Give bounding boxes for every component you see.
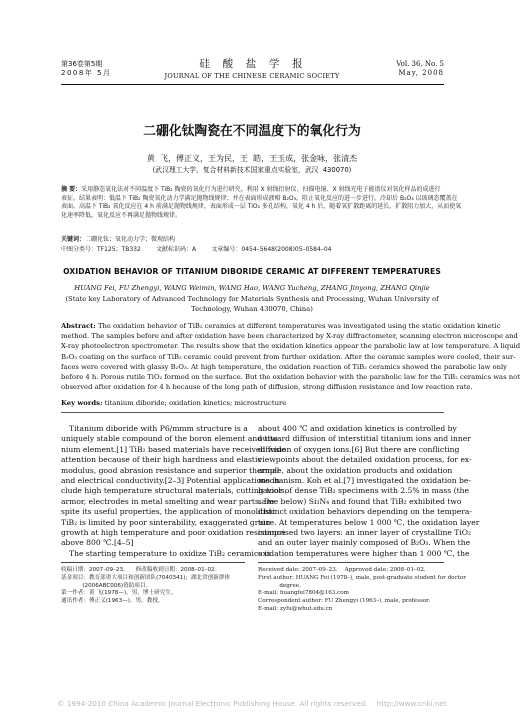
affiliation-en-2: Technology, Wuhan 430070, China) (191, 305, 313, 313)
body-column-left (61, 424, 288, 559)
body-line: armor, electrodes in metal smelting and wear parts. De- (61, 496, 277, 506)
body-line: distinct oxidation behaviors depending on the tempera- (258, 507, 472, 517)
article-title-cn: 二硼化钛陶瓷在不同温度下的氧化行为 (143, 124, 361, 139)
footnote-line: 第一作者：黄 飞(1978—)，男，博士研究生。 (61, 590, 177, 597)
keywords-cn-value: 二硼化钛；氧化动力学；微观结构 (85, 236, 176, 243)
keywords-en-label: Key words: (61, 399, 103, 407)
copyright-notice: © 1994-2010 China Academic Journal Electronic Publishing House. All rights reserved. http://www.cnki.net (57, 699, 447, 708)
body-line: growth at high temperature and poor oxidation resistance (61, 528, 286, 538)
footnote-line: (2006ABC006)资助项目。 (61, 582, 152, 589)
header-rule (61, 84, 444, 85)
body-line: Titanium diboride with P6/mmm structure is a (69, 424, 248, 433)
abstract-cn (61, 186, 462, 220)
classification-cn: 中图分类号：TF125；TB332 文献标识码：A 文章编号：0454–5648(2008)05–0584–04 (61, 246, 332, 253)
affiliation-en-1: (State key Laboratory of Advanced Technology for Materials Synthesis and Processing, Wuhan University of (65, 295, 439, 303)
header-volume-en: Vol. 36, No. 5 (396, 60, 444, 68)
body-line: modulus, good abrasion resistance and superior thermal (61, 465, 280, 475)
body-line: havior of dense TiB₂ specimens with 2.5% in mass (the (258, 486, 470, 496)
abstract-en-label: Abstract: (61, 322, 96, 330)
body-line: comprised two layers: an inner layer of crystalline TiO₂ (258, 528, 472, 538)
body-line: oxidation temperatures were higher than 1 000 ℃, the (258, 548, 470, 558)
abstract-cn-line: 摘 要：采用静态氧化法对不同温度下 TiB₂ 陶瓷的氧化行为进行研究。利用 X 射线衍射仪、扫描电镜、X 射线光电子能谱仪对氧化样品的成进行 (61, 186, 441, 193)
body-line: uniquely stable compound of the boron element and tita- (61, 434, 281, 444)
abstract-en-line: observed after oxidation for 4 h because of the long path of diffusion, strong diffusion resistance and low reaction rate. (61, 383, 473, 392)
article-title-en: OXIDATION BEHAVIOR OF TITANIUM DIBORIDE CERAMIC AT DIFFERENT TEMPERATURES (63, 267, 441, 276)
abstract-cn-line: 化速率降低，氧化反应不再满足抛物线规律。 (61, 211, 182, 219)
body-line: about 400 ℃ and oxidation kinetics is controlled by (258, 424, 457, 433)
body-line: clude high temperature structural materials, cutting tools, (61, 486, 288, 496)
keywords-cn-label: 关键词： (61, 236, 86, 243)
abstract-cn-label: 摘 要： (61, 186, 82, 193)
abstract-en-line: X-ray photoelectron spectrometer. The results show that the oxidation kinetics appear the parabolic law at low temperature. A liquid (61, 342, 520, 351)
footnote-line: Correspondent author: FU Zhengyi (1963–), male, professor. (258, 598, 431, 605)
body-line: viewpoints about the detailed oxidation process, for ex- (258, 455, 472, 465)
footnote-line: Received date: 2007–09–23. Approved date: 2008–01–02. (258, 567, 426, 573)
body-line: attention because of their high hardness and elastic (61, 455, 262, 465)
body-line: and electrical conductivity.[2–3] Potential applications in- (61, 476, 283, 486)
authors-cn: 黄 飞，傅正义，王为民，王 皓，王玉成，张金咏，张清杰 (146, 154, 358, 163)
authors-en: HUANG Fei, FU Zhengyi, WANG Weimin, WANG Hao, WANG Yucheng, ZHANG Jinyong, ZHANG Qinjie (74, 284, 430, 292)
body-line: diffusion of oxygen ions.[6] But there are conflicting (258, 444, 460, 454)
body-line: TiB₂ is limited by poor sinterability, exaggerated grain (61, 517, 271, 527)
journal-title-en: JOURNAL OF THE CHINESE CERAMIC SOCIETY (164, 72, 340, 80)
abstract-en (61, 321, 520, 392)
abstract-en-line: method. The samples before and after oxidation have been characterized by X-ray diffractometer, scanning electron microscope and (61, 332, 518, 341)
footnote-right (258, 567, 466, 614)
footnote-rule-left (61, 562, 245, 563)
keywords-en (61, 399, 444, 407)
abstract-en-line: Abstract: The oxidation behavior of TiB₂ ceramics at different temperatures was investigated using the static oxidation kinetic (61, 322, 501, 330)
footnote-line: 基金项目：教育部重大项目和创新团队(7040341)；湖北省创新群体 (61, 574, 231, 581)
body-line: above 800 ℃.[4–5] (61, 538, 134, 548)
body-line: ample, about the oxidation products and oxidation (258, 465, 453, 475)
body-line: mechanism. Koh et al.[7] investigated the oxidation be- (258, 476, 471, 486)
body-column-right (258, 424, 480, 559)
header-date-en: May, 2008 (398, 69, 444, 77)
footnote-line: 通讯作者：傅正义(1963—)，男，教授。 (61, 598, 164, 605)
footnote-line: degree. (258, 582, 301, 589)
footnote-rule-right (258, 562, 444, 563)
keywords-en-value: titanium diboride; oxidation kinetics; microstructure (104, 399, 287, 407)
body-line: ture. At temperatures below 1 000 ℃, the oxidation layer (258, 517, 480, 527)
abstract-rule (61, 412, 444, 413)
body-line: same below) Si₃N₄ and found that TiB₂ exhibited two (258, 496, 462, 506)
footnote-email-first[interactable]: E-mail: huangfei7804@163.com (258, 590, 349, 597)
header-right (360, 60, 444, 78)
footnote-left (61, 567, 245, 606)
abstract-en-line: before 4 h. Porous rutile TiO₂ formed on the surface. But the oxidation behavior with the parabolic law for the TiB₂ ceramics was not (61, 373, 520, 382)
abstract-cn-line: 表征。结果表明：低温下 TiB₂ 陶瓷氧化动力学满足抛物线规律；并在表面形成液相 B₂O₃，阻止氧化反应的进一步进行。冷却后 B₂O₃ 以玻璃态覆盖在 (61, 194, 458, 202)
journal-title-cn: 硅 酸 盐 学 报 (199, 58, 305, 70)
footnote-line: First author: HUANG Fei (1978–), male, post-graduate student for doctor (258, 574, 466, 581)
header-date-cn: 2008年 5月 (61, 69, 112, 77)
affiliation-cn: (武汉理工大学，复合材料新技术国家重点实验室，武汉 430070) (152, 166, 352, 174)
body-line: and an outer layer mainly composed of B₂O₃. When the (258, 538, 471, 548)
body-line: The starting temperature to oxidize TiB₂ ceramics is (69, 548, 271, 558)
abstract-cn-line: 表面。高温下 TiB₂ 氧化反应在 4 h 前满足抛物线规律，表面形成一层 TiO₂ 多孔结构，氧化 4 h 后，随着氧扩散距离的延长，扩散阻力加大，从而使氧 (61, 203, 462, 211)
footnote-line: 收稿日期：2007–09–23。 修改稿收到日期：2008–01–02。 (61, 567, 221, 573)
header-volume-cn: 第36卷第5期 (61, 60, 103, 68)
abstract-en-line: B₂O₃ coating on the surface of TiB₂ ceramic could prevent from further oxidation. After the ceramic samples were cooled, their sur- (61, 352, 516, 361)
abstract-en-line: faces were covered with glassy B₂O₃. At high temperature, the oxidation reaction of TiB₂ ceramics showed the parabolic law only (61, 362, 508, 371)
footnote-email-correspondent[interactable]: E-mail: zyfu@whut.edu.cn (258, 605, 333, 612)
body-line: outward diffusion of interstitial titanium ions and inner (258, 434, 471, 444)
keywords-cn (61, 236, 444, 245)
body-line: spite its useful properties, the application of monolithic (61, 507, 276, 517)
body-line: nium element.[1] TiB₂ based materials have received wide (61, 444, 286, 454)
